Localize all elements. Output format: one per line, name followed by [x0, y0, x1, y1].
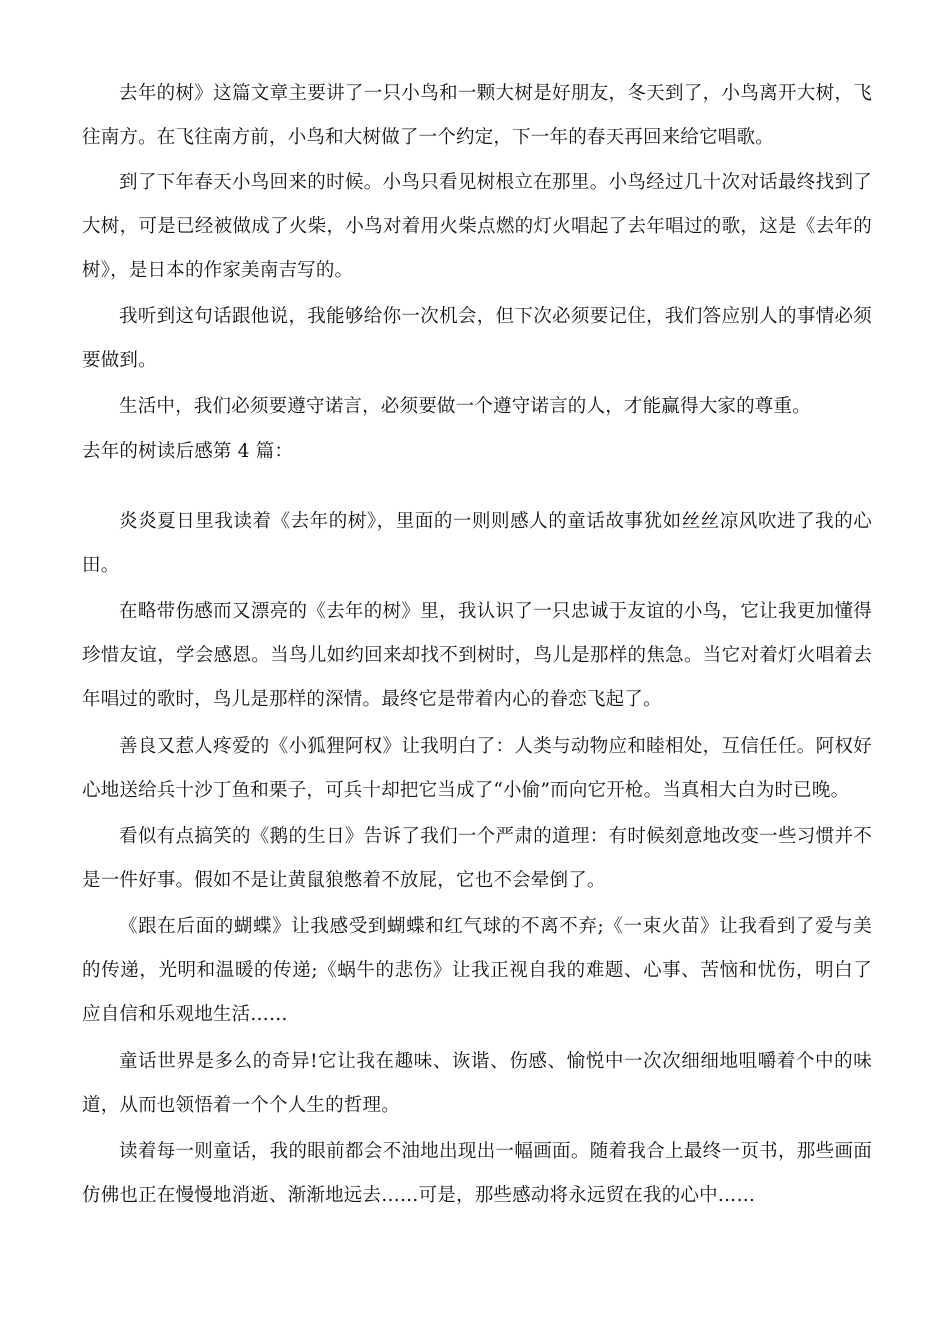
paragraph-1: 去年的树》这篇文章主要讲了一只小鸟和一颗大树是好朋友，冬天到了，小鸟离开大树，飞往南方。在飞往南方前，小鸟和大树做了一个约定，下一年的春天再回来给它唱歌。	[82, 83, 872, 148]
paragraph-9: 《跟在后面的蝴蝶》让我感受到蝴蝶和红气球的不离不弃;《一束火苗》让我看到了爱与美的传递，光明和温暖的传递;《蜗牛的悲伤》让我正视自我的难题、心事、苦恼和忧伤，明白了应自信和乐观地生活……	[82, 916, 872, 1025]
paragraph-8: 看似有点搞笑的《鹅的生日》告诉了我们一个严肃的道理：有时候刻意地改变一些习惯并不是一件好事。假如不是让黄鼠狼憋着不放屁，它也不会晕倒了。	[82, 826, 872, 891]
paragraph-3: 我听到这句话跟他说，我能够给你一次机会，但下次必须要记住，我们答应别人的事情必须要做到。	[82, 306, 872, 371]
paragraph-4: 生活中，我们必须要遵守诺言，必须要做一个遵守诺言的人，才能赢得大家的尊重。	[119, 396, 811, 417]
paragraph-10: 童话世界是多么的奇异!它让我在趣味、诙谐、伤感、愉悦中一次次细细地咀嚼着个中的味道，从而也领悟着一个个人生的哲理。	[82, 1051, 872, 1116]
paragraph-5: 炎炎夏日里我读着《去年的树》，里面的一则则感人的童话故事犹如丝丝凉风吹进了我的心田。	[82, 511, 872, 576]
paragraph-6: 在略带伤感而又漂亮的《去年的树》里，我认识了一只忠诚于友谊的小鸟，它让我更加懂得珍惜友谊，学会感恩。当鸟儿如约回来却找不到树时，鸟儿是那样的焦急。当它对着灯火唱着去年唱过的歌时，鸟儿是那样的深情。最终它是带着内心的眷恋飞起了。	[82, 601, 872, 710]
paragraph-7: 善良又惹人疼爱的《小狐狸阿权》让我明白了：人类与动物应和睦相处，互信任任。阿权好心地送给兵十沙丁鱼和栗子，可兵十却把它当成了“小偷”而向它开枪。当真相大白为时已晚。	[82, 736, 872, 801]
paragraph-11: 读着每一则童话，我的眼前都会不油地出现出一幅画面。随着我合上最终一页书，那些画面仿佛也正在慢慢地消逝、渐渐地远去……可是，那些感动将永远贸在我的心中……	[82, 1141, 872, 1206]
paragraph-2: 到了下年春天小鸟回来的时候。小鸟只看见树根立在那里。小鸟经过几十次对话最终找到了大树，可是已经被做成了火柴，小鸟对着用火柴点燃的灯火唱起了去年唱过的歌，这是《去年的树》，是日本的作家美南吉写的。	[82, 172, 872, 281]
section-heading: 去年的树读后感第 4 篇：	[82, 441, 294, 462]
